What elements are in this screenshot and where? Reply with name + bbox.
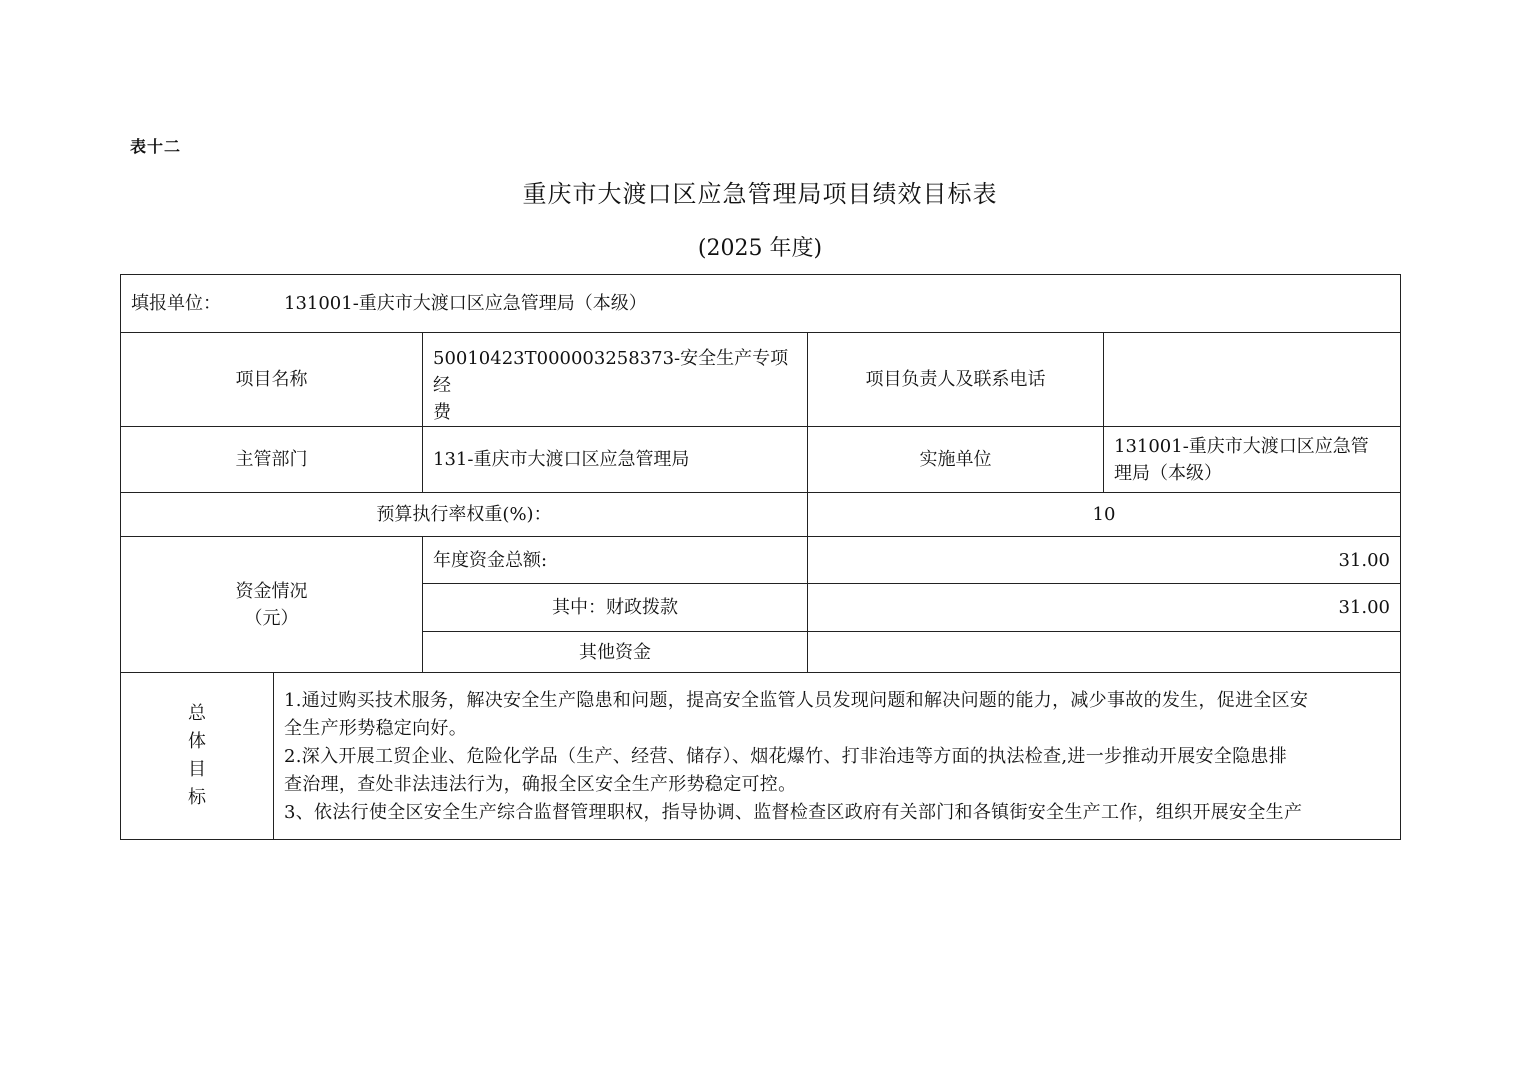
fiscal-label: 其中：财政拨款 (423, 584, 808, 632)
project-name-value: 50010423T000003258373-安全生产专项经 费 (423, 333, 808, 427)
unit-cell (121, 275, 1401, 333)
funds-label: 资金情况 （元） (121, 537, 423, 673)
goals-row (121, 673, 1401, 840)
project-name-row (121, 333, 1401, 427)
annual-total-value: 31.00 (808, 537, 1401, 584)
goal-line: 2.深入开展工贸企业、危险化学品（生产、经营、储存）、烟花爆竹、打非治违等方面的执法检查,进一步推动开展安全隐患排 (284, 746, 1287, 767)
budget-weight-label: 预算执行率权重(%)： (121, 493, 808, 537)
contact-label: 项目负责人及联系电话 (808, 333, 1104, 427)
dept-row (121, 427, 1401, 493)
annual-total-label: 年度资金总额: (423, 537, 808, 584)
goal-line: 全生产形势稳定向好。 (284, 718, 467, 739)
project-name-label: 项目名称 (121, 333, 423, 427)
table-number-label: 表十二 (130, 137, 182, 156)
annual-total-row (121, 537, 1401, 584)
contact-value (1104, 333, 1401, 427)
fiscal-value: 31.00 (808, 584, 1401, 632)
unit-label: 填报单位： (131, 293, 221, 314)
goal-line: 查治理，查处非法违法行为，确报全区安全生产形势稳定可控。 (284, 774, 797, 795)
unit-row (121, 275, 1401, 333)
goal-line: 3、依法行使全区安全生产综合监督管理职权，指导协调、监督检查区政府有关部门和各镇街安全生产工作，组织开展安全生产 (284, 802, 1303, 823)
dept-label: 主管部门 (121, 427, 423, 493)
impl-label: 实施单位 (808, 427, 1104, 493)
goal-label: 总 体 目 标 (121, 673, 274, 840)
unit-value: 131001-重庆市大渡口区应急管理局（本级） (284, 293, 647, 314)
page-title: 重庆市大渡口区应急管理局项目绩效目标表 (522, 180, 998, 208)
other-funds-value (808, 632, 1401, 673)
budget-weight-row (121, 493, 1401, 537)
other-funds-label: 其他资金 (423, 632, 808, 673)
goal-line: 1.通过购买技术服务，解决安全生产隐患和问题，提高安全监管人员发现问题和解决问题的能力，减少事故的发生，促进全区安 (284, 690, 1309, 711)
budget-weight-value: 10 (808, 493, 1401, 537)
performance-target-table (120, 274, 1401, 840)
page-subtitle: (2025 年度) (697, 236, 823, 261)
goal-content (274, 673, 1401, 840)
impl-value: 131001-重庆市大渡口区应急管 理局（本级） (1104, 427, 1401, 493)
dept-value: 131-重庆市大渡口区应急管理局 (423, 427, 808, 493)
